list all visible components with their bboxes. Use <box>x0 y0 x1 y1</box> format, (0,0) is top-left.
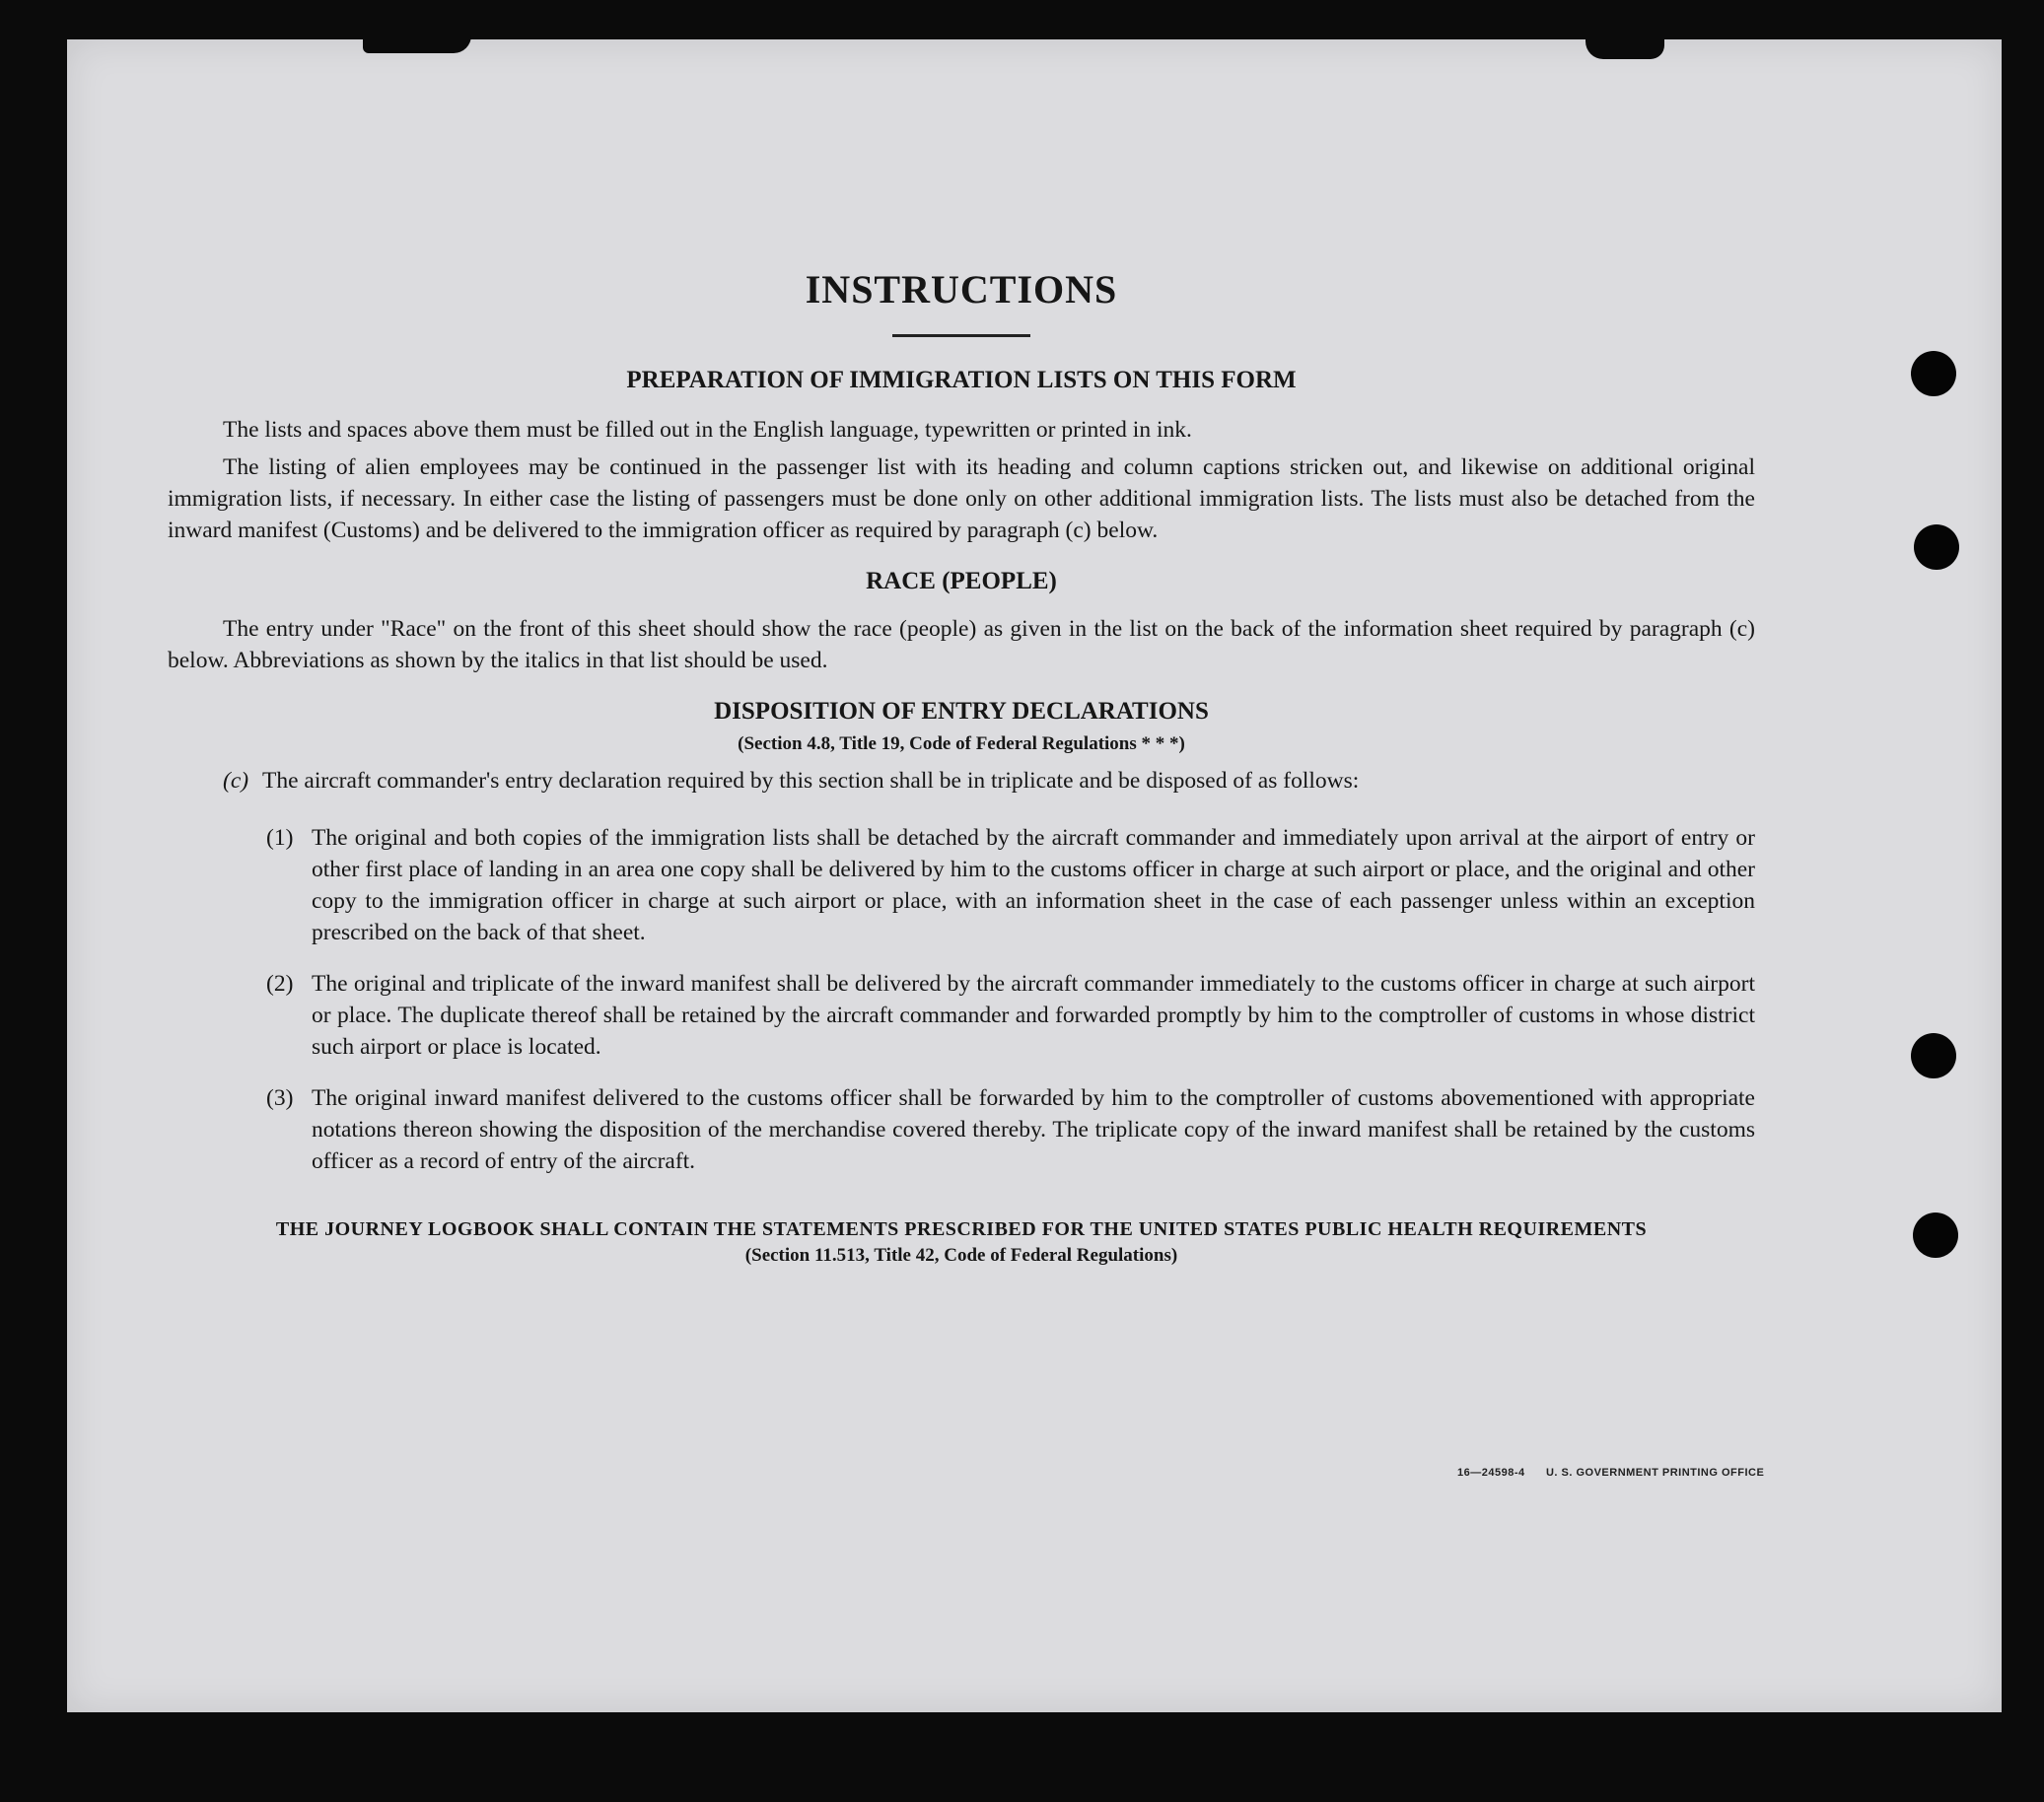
list-item-number: (2) <box>266 971 294 997</box>
paragraph-c-label: (c) <box>223 768 249 794</box>
punch-hole <box>1913 1213 1958 1258</box>
punch-hole <box>1911 351 1956 396</box>
health-requirements-citation: (Section 11.513, Title 42, Code of Federal Regulations) <box>744 1245 1178 1266</box>
torn-edge-left <box>363 35 471 53</box>
page-title: INSTRUCTIONS <box>805 267 1118 312</box>
section-heading-disposition: DISPOSITION OF ENTRY DECLARATIONS <box>714 698 1209 725</box>
print-code: 16—24598-4 <box>1457 1467 1525 1479</box>
punch-hole <box>1914 524 1959 570</box>
list-item-number: (3) <box>266 1085 294 1111</box>
paragraph-c-text: The aircraft commander's entry declaration required by this section shall be in triplicate and be disposed of as follows: <box>262 768 1360 794</box>
list-item <box>168 822 1755 948</box>
list-item <box>168 1082 1755 1177</box>
paragraph-alien-employees: The listing of alien employees may be continued in the passenger list with its heading and column captions stricken out, and likewise on additional original immigration lists, if necessary. In either case the listing of passengers must be done only on other additional immigration lists. The lists must also be detached from the inward manifest (Customs) and be delivered to the immigration officer as required by paragraph (c) below. <box>168 454 1755 543</box>
health-requirements-statement: THE JOURNEY LOGBOOK SHALL CONTAIN THE STATEMENTS PRESCRIBED FOR THE UNITED STATES PUBLIC HEALTH REQUIREMENTS <box>275 1218 1648 1240</box>
printer-name: U. S. GOVERNMENT PRINTING OFFICE <box>1545 1467 1765 1479</box>
section-heading-preparation: PREPARATION OF IMMIGRATION LISTS ON THIS FORM <box>626 367 1297 393</box>
list-item <box>168 968 1755 1063</box>
paragraph-c <box>168 765 1755 797</box>
list-item-number: (1) <box>266 825 294 851</box>
torn-edge-right <box>1586 35 1664 59</box>
paragraph-race: The entry under "Race" on the front of this sheet should show the race (people) as given in the list on the back of the information sheet required by paragraph (c) below. Abbreviations as shown by the italics in that list should be used. <box>168 616 1755 673</box>
section-heading-race: RACE (PEOPLE) <box>866 568 1057 594</box>
list-item-text: The original inward manifest delivered to the customs officer shall be forwarded by him to the comptroller of customs abovementioned with appropriate notations thereon showing the disposition of the merchandise covered thereby. The triplicate copy of the inward manifest shall be retained by the customs officer as a record of entry of the aircraft. <box>312 1085 1755 1174</box>
list-item-text: The original and both copies of the immigration lists shall be detached by the aircraft commander and immediately upon arrival at the airport of entry or other first place of landing in an area one copy shall be delivered by him to the customs officer in charge at such airport or place, and the original and other copy to the immigration officer in charge at such airport or place, with an information sheet in the case of each passenger unless within an exception prescribed on the back of that sheet. <box>312 825 1755 945</box>
printing-office-mark <box>1457 1467 1764 1479</box>
list-item-text: The original and triplicate of the inward manifest shall be delivered by the aircraft commander immediately to the customs officer in charge at such airport or place. The duplicate thereof shall be retained by the aircraft commander and forwarded promptly by him to the comptroller of customs in whose district such airport or place is located. <box>312 971 1755 1060</box>
punch-hole <box>1911 1033 1956 1078</box>
section-citation: (Section 4.8, Title 19, Code of Federal Regulations * * *) <box>738 733 1185 754</box>
paragraph-language: The lists and spaces above them must be filled out in the English language, typewritten or printed in ink. <box>223 417 1192 443</box>
instructions-body <box>168 266 1755 1267</box>
title-underline <box>892 334 1030 337</box>
